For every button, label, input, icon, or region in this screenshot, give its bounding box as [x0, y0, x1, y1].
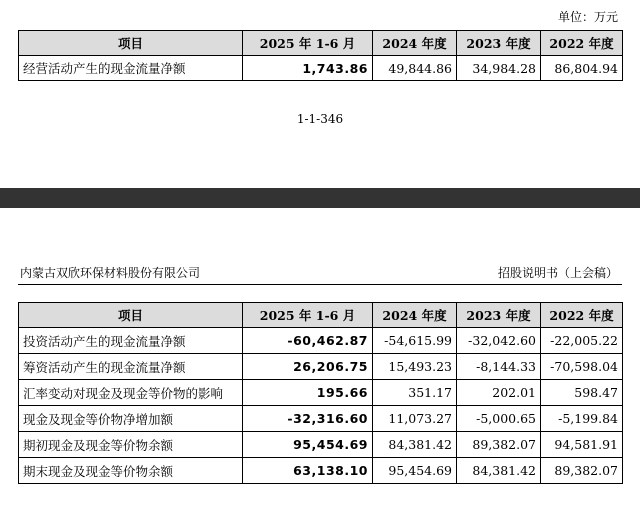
company-name: 内蒙古双欣环保材料股份有限公司	[20, 266, 201, 280]
document-name: 招股说明书（上会稿）	[497, 266, 618, 280]
row-label: 期初现金及现金等价物余额	[19, 432, 243, 458]
row-label: 期末现金及现金等价物余额	[19, 458, 243, 484]
cell-2025h1: -60,462.87	[243, 328, 373, 354]
table-row	[19, 354, 623, 380]
cell-2022: 94,581.91	[541, 432, 623, 458]
unit-label: 单位：万元	[557, 10, 618, 24]
table-header-row	[19, 303, 623, 328]
row-label: 现金及现金等价物净增加额	[19, 406, 243, 432]
cell-2023: 202.01	[457, 380, 541, 406]
cell-2023: 84,381.42	[457, 458, 541, 484]
cell-2025h1: 95,454.69	[243, 432, 373, 458]
header-item: 项目	[19, 31, 243, 56]
page-number: 1-1-346	[296, 112, 344, 126]
cell-2022: 89,382.07	[541, 458, 623, 484]
header-2024: 2024 年度	[373, 31, 457, 56]
table-row	[19, 406, 623, 432]
cell-2024: 11,073.27	[373, 406, 457, 432]
cell-2025h1: 63,138.10	[243, 458, 373, 484]
row-label: 投资活动产生的现金流量净额	[19, 328, 243, 354]
cell-2024: 95,454.69	[373, 458, 457, 484]
row-label: 筹资活动产生的现金流量净额	[19, 354, 243, 380]
cashflow-table	[18, 302, 623, 484]
page-top	[0, 0, 640, 188]
cell-2023: -5,000.65	[457, 406, 541, 432]
table-row	[19, 458, 623, 484]
cell-2023: 89,382.07	[457, 432, 541, 458]
header-2025h1: 2025 年 1-6 月	[243, 31, 373, 56]
cell-2025h1: -32,316.60	[243, 406, 373, 432]
table-header-row	[19, 31, 623, 56]
cell-2024: 49,844.86	[373, 56, 457, 81]
table-row	[19, 432, 623, 458]
cell-2024: 84,381.42	[373, 432, 457, 458]
cell-2025h1: 1,743.86	[243, 56, 373, 81]
page-separator	[0, 188, 640, 208]
header-2023: 2023 年度	[457, 303, 541, 328]
header-2023: 2023 年度	[457, 31, 541, 56]
cell-2022: -22,005.22	[541, 328, 623, 354]
header-2024: 2024 年度	[373, 303, 457, 328]
cell-2025h1: 195.66	[243, 380, 373, 406]
cell-2025h1: 26,206.75	[243, 354, 373, 380]
cell-2024: 351.17	[373, 380, 457, 406]
cell-2022: -70,598.04	[541, 354, 623, 380]
cell-2023: 34,984.28	[457, 56, 541, 81]
row-label: 经营活动产生的现金流量净额	[19, 56, 243, 81]
cell-2022: -5,199.84	[541, 406, 623, 432]
header-2025h1: 2025 年 1-6 月	[243, 303, 373, 328]
table-row	[19, 380, 623, 406]
cell-2022: 598.47	[541, 380, 623, 406]
header-item: 项目	[19, 303, 243, 328]
cell-2024: -54,615.99	[373, 328, 457, 354]
header-2022: 2022 年度	[541, 303, 623, 328]
header-rule	[18, 284, 622, 285]
table-row	[19, 328, 623, 354]
cell-2024: 15,493.23	[373, 354, 457, 380]
header-2022: 2022 年度	[541, 31, 623, 56]
cell-2023: -32,042.60	[457, 328, 541, 354]
cell-2023: -8,144.33	[457, 354, 541, 380]
row-label: 汇率变动对现金及现金等价物的影响	[19, 380, 243, 406]
operating-cashflow-table	[18, 30, 623, 81]
cell-2022: 86,804.94	[541, 56, 623, 81]
table-row	[19, 56, 623, 81]
